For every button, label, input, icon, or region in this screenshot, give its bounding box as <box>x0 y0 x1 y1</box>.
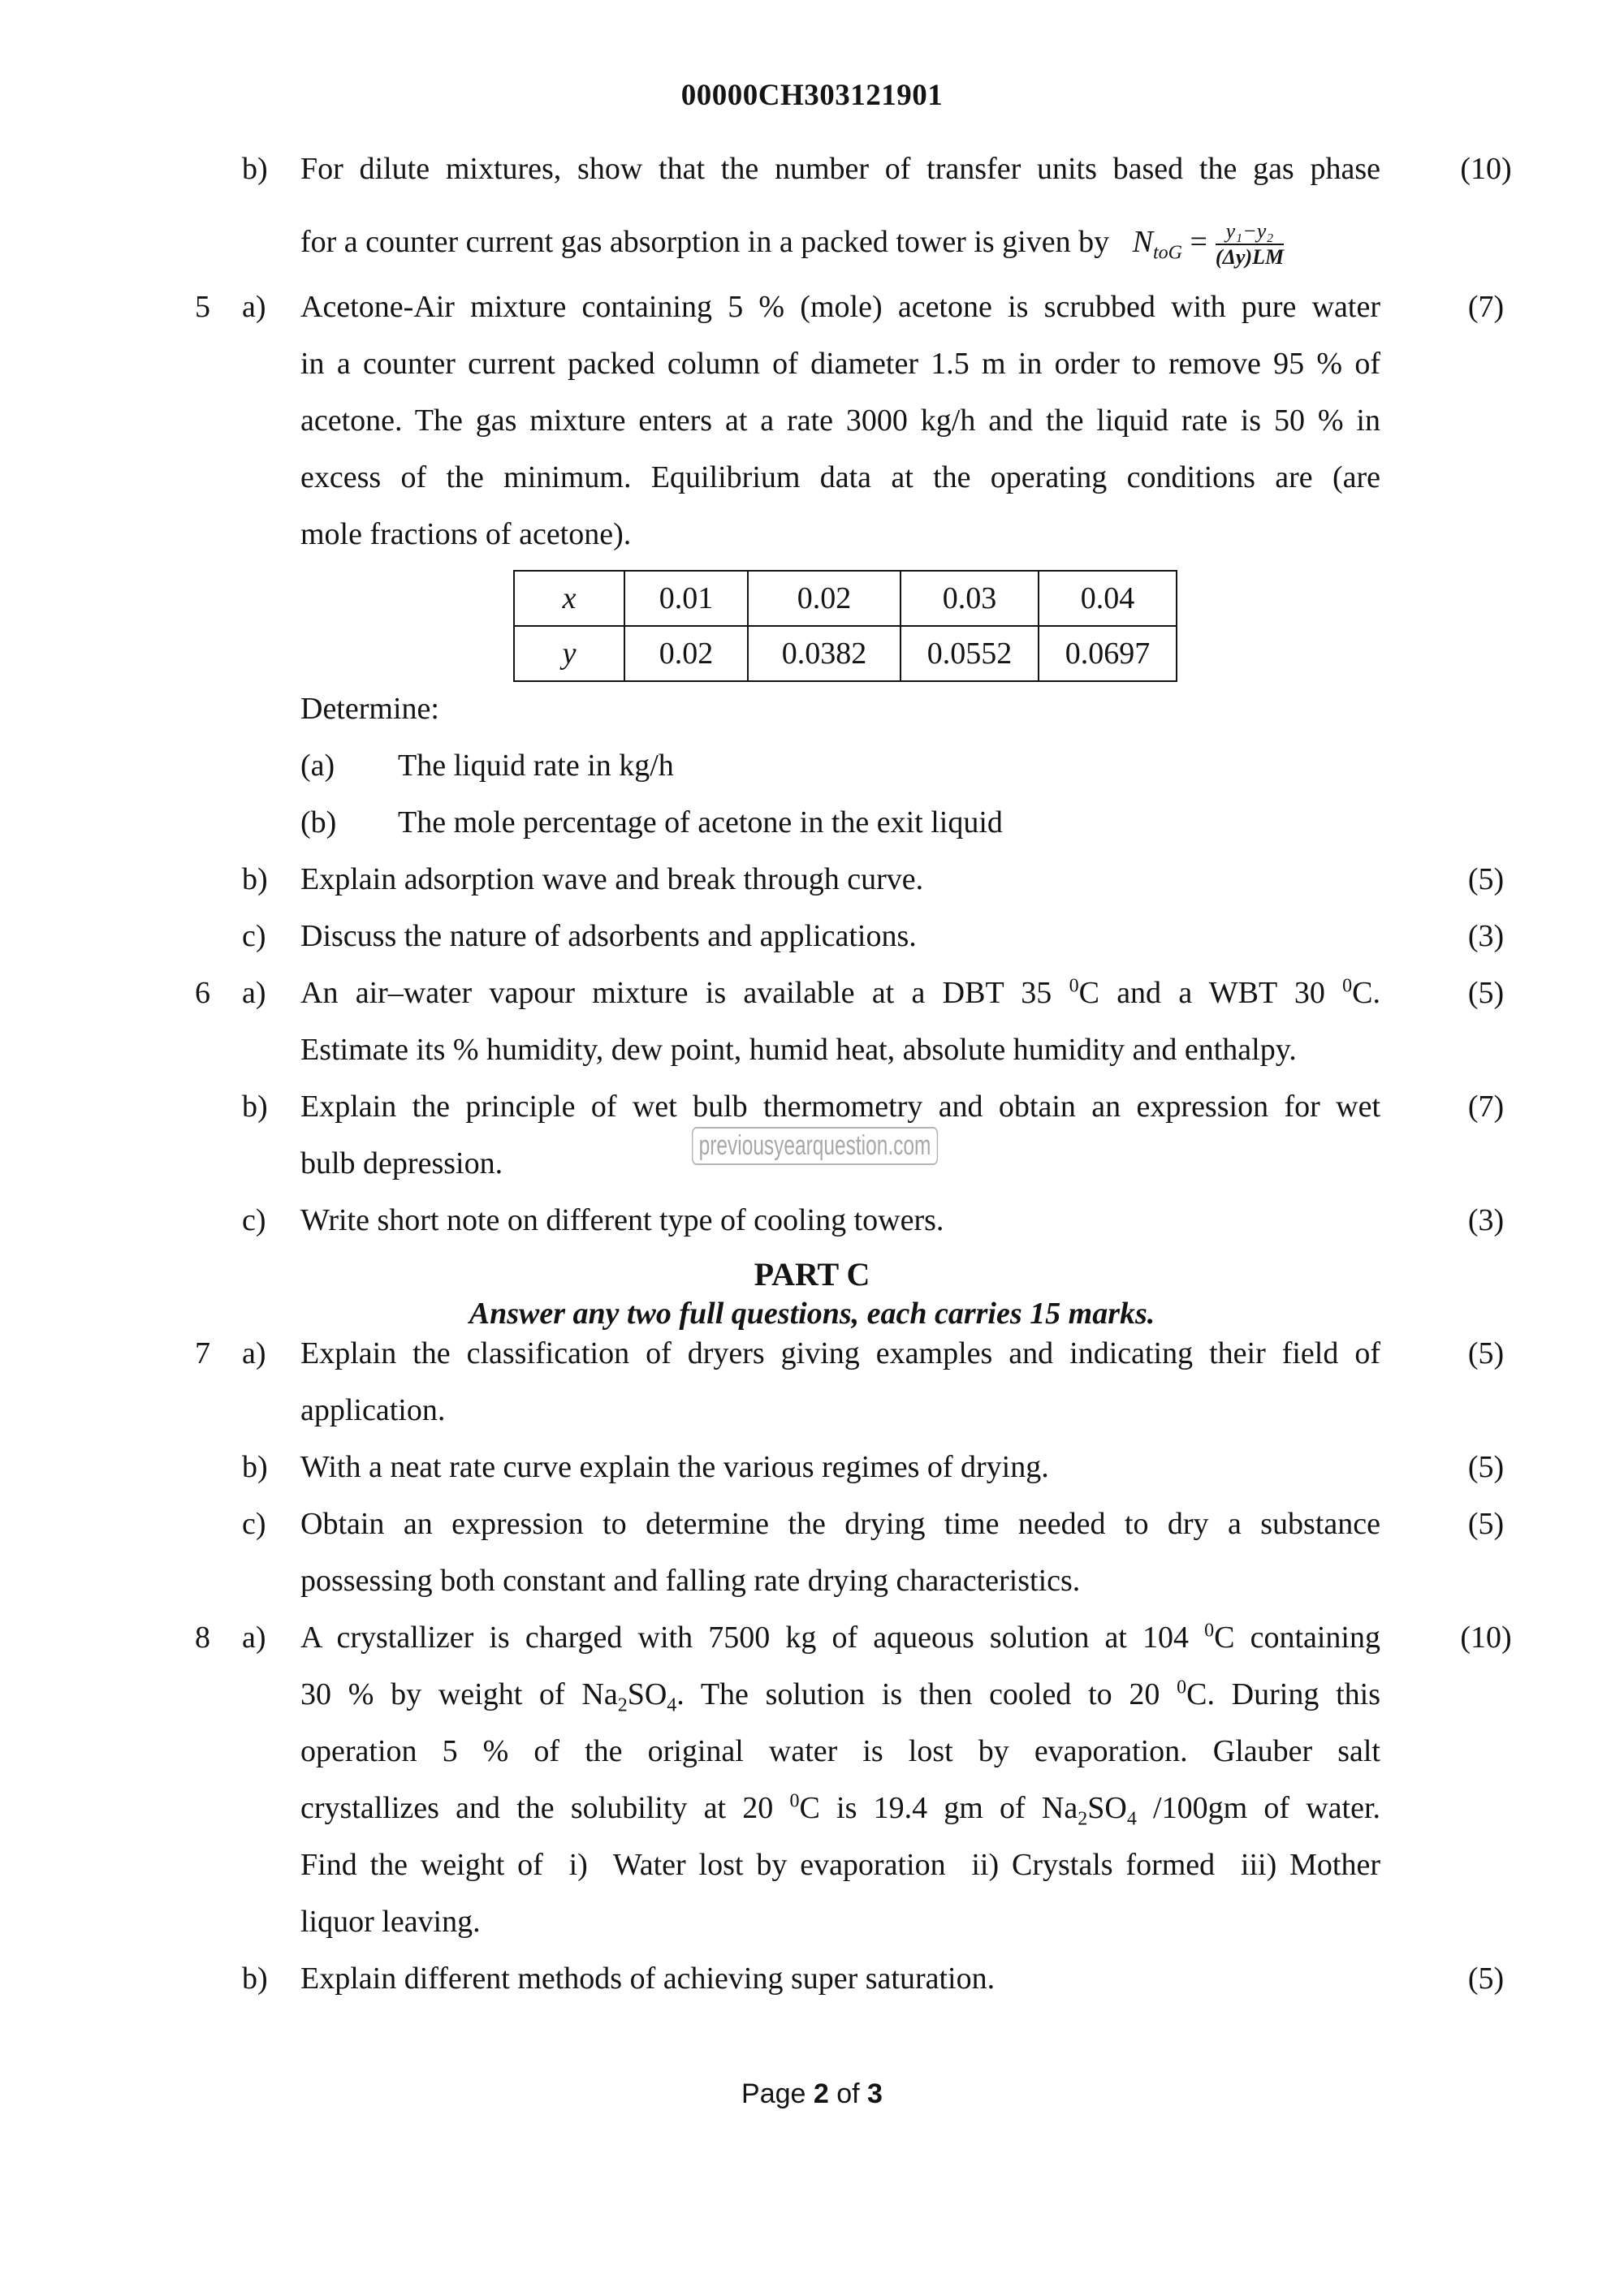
q7b-marks: (5) <box>1467 1450 1505 1484</box>
q6a-text-pre: An air–water vapour mixture is available at a DBT 35 <box>300 976 1069 1010</box>
q6b-text-2: bulb depression. <box>300 1146 503 1180</box>
q6b-marks: (7) <box>1467 1090 1505 1124</box>
q5-item-a <box>0 745 1624 786</box>
page-footer <box>0 2078 1624 2110</box>
q6b-line1 <box>0 1086 1624 1127</box>
q5-determine <box>0 688 1624 729</box>
q7c-text-2: possessing both constant and falling rate drying characteristics. <box>300 1564 1081 1598</box>
table-y-header: y <box>514 626 624 681</box>
q5a-text-3: acetone. The gas mixture enters at a rate 3000 kg/h and the liquid rate is 50 % in <box>300 404 1380 438</box>
q8a-text-4 <box>300 1788 1380 1828</box>
degree-sup: 0 <box>789 1790 800 1812</box>
q6a-text-2: Estimate its % humidity, dew point, humid heat, absolute humidity and enthalpy. <box>300 1033 1297 1067</box>
table-row <box>514 571 1177 626</box>
q5b-text: Explain adsorption wave and break through curve. <box>300 862 924 896</box>
q7a-line1 <box>0 1333 1624 1374</box>
formula-denominator: (Δy)LM <box>1215 245 1285 270</box>
q5b-marks: (5) <box>1467 862 1505 896</box>
table-cell: 0.04 <box>1039 571 1177 626</box>
table-cell: 0.0552 <box>901 626 1039 681</box>
page-code: 00000CH303121901 <box>680 79 944 112</box>
q5c-text: Discuss the nature of adsorbents and applications. <box>300 919 917 953</box>
footer-mid: of <box>828 2078 868 2109</box>
q4b-text-2-body: for a counter current gas absorption in a packed tower is given by <box>300 225 1110 259</box>
q8a-text-1-post: C containing <box>1214 1621 1380 1655</box>
formula-lhs: N <box>1132 225 1153 259</box>
subscript: 2 <box>1078 1808 1088 1830</box>
q5a-label: a) <box>242 290 266 324</box>
subscript: 4 <box>1126 1808 1137 1830</box>
q8a-line6 <box>0 1901 1624 1942</box>
subscript: 4 <box>667 1694 677 1716</box>
q8a-line1 <box>0 1617 1624 1658</box>
q7c-line1 <box>0 1504 1624 1544</box>
q5a-line1 <box>0 287 1624 327</box>
q8a-line2 <box>0 1674 1624 1715</box>
q4b-marks: (10) <box>1460 152 1512 186</box>
q7b <box>0 1447 1624 1487</box>
q8a-line5 <box>0 1845 1624 1885</box>
q5-item-b <box>0 802 1624 843</box>
q7a-line2 <box>0 1390 1624 1431</box>
q5b <box>0 859 1624 900</box>
q7a-text-1: Explain the classification of dryers giving examples and indicating their field of <box>300 1336 1380 1370</box>
degree-sup: 0 <box>1204 1620 1215 1642</box>
table-cell: 0.0697 <box>1039 626 1177 681</box>
q8a-text-4-post: /100gm of water. <box>1136 1791 1380 1825</box>
table-row <box>514 626 1177 681</box>
q5a-line2 <box>0 343 1624 384</box>
q8a-text-2-post: C. During this <box>1186 1677 1380 1711</box>
q7c-text-1: Obtain an expression to determine the drying time needed to dry a substance <box>300 1507 1380 1541</box>
q4b-line1 <box>0 149 1624 189</box>
q6c-marks: (3) <box>1467 1203 1505 1237</box>
q8a-text-2-mid: SO <box>627 1677 667 1711</box>
item-b-text: The mole percentage of acetone in the exit liquid <box>398 805 1003 839</box>
table-cell: 0.03 <box>901 571 1039 626</box>
part-c-title: PART C <box>754 1256 870 1293</box>
q8a-text-3: operation 5 % of the original water is lost by evaporation. Glauber salt <box>300 1734 1380 1768</box>
table-cell: 0.0382 <box>748 626 901 681</box>
q6a-text-1 <box>300 973 1380 1013</box>
q6-number: 6 <box>195 976 210 1010</box>
q4b-text-1: For dilute mixtures, show that the number of transfer units based the gas phase <box>300 152 1380 186</box>
q8a-text-4-pre: crystallizes and the solubility at 20 <box>300 1791 790 1825</box>
q6a-text-post: C. <box>1352 976 1380 1010</box>
q7a-label: a) <box>242 1336 266 1370</box>
table-cell: 0.02 <box>748 571 901 626</box>
q5b-label: b) <box>242 862 268 896</box>
q5a-line3 <box>0 400 1624 441</box>
q7a-marks: (5) <box>1467 1336 1505 1370</box>
q5c-marks: (3) <box>1467 919 1505 953</box>
q6a-marks: (5) <box>1467 976 1505 1010</box>
q4b-text-2 <box>300 214 1380 270</box>
q8a-text-2-mid2: . The solution is then cooled to 20 <box>676 1677 1177 1711</box>
q8a-label: a) <box>242 1621 266 1655</box>
q5c-label: c) <box>242 919 266 953</box>
q8b-label: b) <box>242 1962 268 1996</box>
q8a-text-4-mid2: SO <box>1087 1791 1127 1825</box>
degree-sup: 0 <box>1177 1677 1187 1698</box>
q4b-label: b) <box>242 152 268 186</box>
subscript: 2 <box>617 1694 628 1716</box>
q5a-text-1: Acetone-Air mixture containing 5 % (mole) acetone is scrubbed with pure water <box>300 290 1380 324</box>
q6b-text-1: Explain the principle of wet bulb thermometry and obtain an expression for wet <box>300 1090 1380 1124</box>
footer-current-page: 2 <box>813 2078 829 2109</box>
q8a-text-1-pre: A crystallizer is charged with 7500 kg of aqueous solution at 104 <box>300 1621 1205 1655</box>
q8a-text-5: Find the weight of i) Water lost by evaporation ii) Crystals formed iii) Mother <box>300 1848 1380 1882</box>
degree-sup: 0 <box>1342 975 1353 997</box>
q7c-label: c) <box>242 1507 266 1541</box>
table-cell: 0.02 <box>624 626 748 681</box>
footer-pre: Page <box>741 2078 814 2109</box>
q8a-text-1 <box>300 1617 1380 1658</box>
degree-sup: 0 <box>1069 975 1079 997</box>
q8b-text: Explain different methods of achieving super saturation. <box>300 1962 996 1996</box>
q7b-label: b) <box>242 1450 268 1484</box>
q8a-text-2 <box>300 1674 1380 1715</box>
q7-number: 7 <box>195 1336 210 1370</box>
q5a-marks: (7) <box>1467 290 1505 324</box>
q7b-text: With a neat rate curve explain the various regimes of drying. <box>300 1450 1049 1484</box>
q7a-text-2: application. <box>300 1393 446 1427</box>
ntog-formula <box>1117 225 1207 264</box>
formula-numerator: y₁−y₂ <box>1216 219 1284 245</box>
item-b-label: (b) <box>300 805 337 839</box>
formula-fraction <box>1216 219 1284 270</box>
table-cell: 0.01 <box>624 571 748 626</box>
watermark-logo: previousyearquestion.com <box>692 1127 938 1165</box>
q8a-marks: (10) <box>1460 1621 1512 1655</box>
q7c-marks: (5) <box>1467 1507 1505 1541</box>
q6c <box>0 1200 1624 1241</box>
q5a-text-5: mole fractions of acetone). <box>300 517 632 551</box>
q6c-label: c) <box>242 1203 266 1237</box>
q5a-line5 <box>0 514 1624 555</box>
q5c <box>0 916 1624 956</box>
table-x-header: x <box>514 571 624 626</box>
q8b <box>0 1958 1624 1999</box>
equilibrium-table <box>513 570 1177 682</box>
formula-eq: = <box>1190 225 1207 259</box>
item-a-text: The liquid rate in kg/h <box>398 749 674 783</box>
q6c-text: Write short note on different type of cooling towers. <box>300 1203 944 1237</box>
q8b-marks: (5) <box>1467 1962 1505 1996</box>
q5a-line4 <box>0 457 1624 498</box>
q5a-text-2: in a counter current packed column of diameter 1.5 m in order to remove 95 % of <box>300 347 1380 381</box>
q6a-label: a) <box>242 976 266 1010</box>
q6a-text-mid: C and a WBT 30 <box>1078 976 1343 1010</box>
q6a-line2 <box>0 1029 1624 1070</box>
formula-sub: toG <box>1152 242 1182 264</box>
q8a-text-4-mid: C is 19.4 gm of Na <box>799 1791 1078 1825</box>
determine-label: Determine: <box>300 692 439 726</box>
q8a-line3 <box>0 1731 1624 1772</box>
part-c-instructions: Answer any two full questions, each carries 15 marks. <box>469 1297 1155 1331</box>
q5a-text-4: excess of the minimum. Equilibrium data at the operating conditions are (are <box>300 460 1380 494</box>
footer-total-pages: 3 <box>867 2078 883 2109</box>
q8a-line4 <box>0 1788 1624 1828</box>
q8a-text-6: liquor leaving. <box>300 1905 481 1939</box>
q6a-line1 <box>0 973 1624 1013</box>
q8a-text-2-pre: 30 % by weight of Na <box>300 1677 618 1711</box>
q7c-line2 <box>0 1560 1624 1601</box>
q5-number: 5 <box>195 290 210 324</box>
q4b-line2 <box>0 214 1624 270</box>
item-a-label: (a) <box>300 749 335 783</box>
q6b-label: b) <box>242 1090 268 1124</box>
q8-number: 8 <box>195 1621 210 1655</box>
